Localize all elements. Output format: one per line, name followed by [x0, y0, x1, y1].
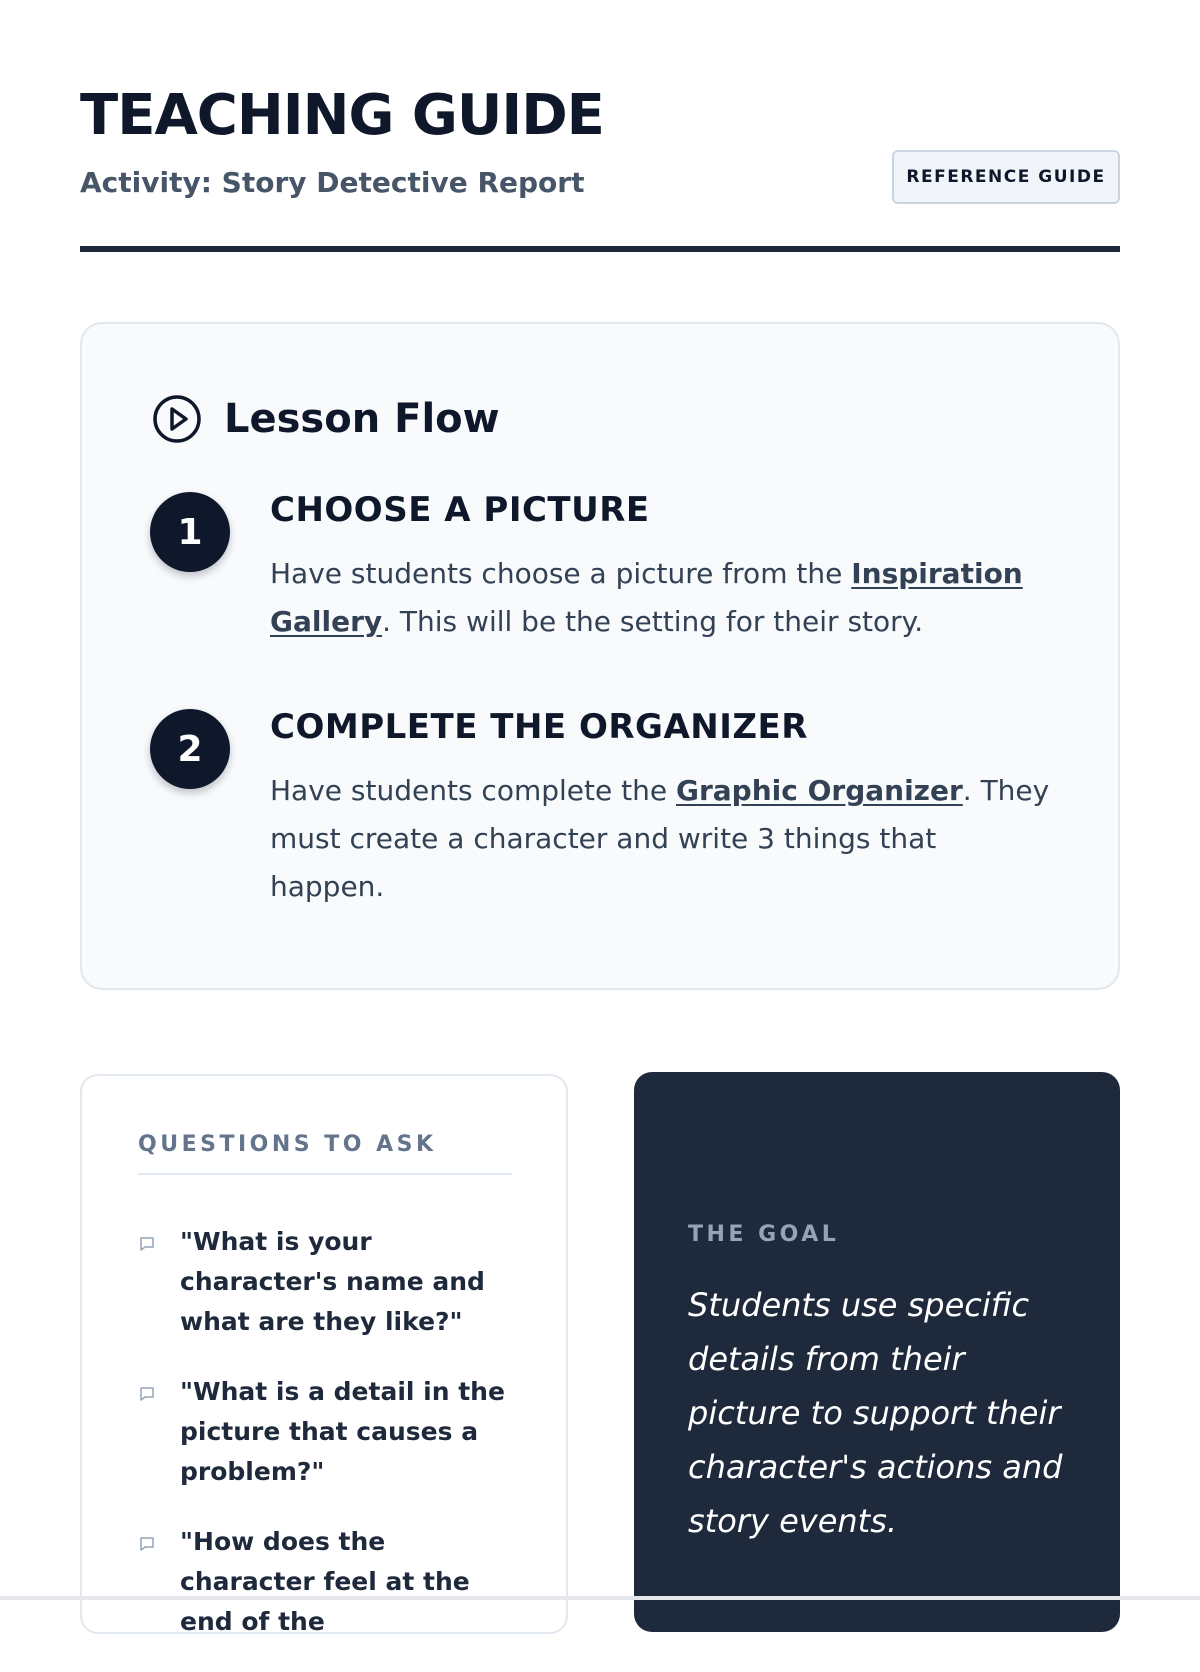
- lesson-flow-title: Lesson Flow: [224, 396, 500, 442]
- speech-bubble-icon: [138, 1385, 156, 1403]
- step-text-before: Have students choose a picture from the: [270, 557, 852, 590]
- step-text-after: . They must create a character and write 3 things that happen.: [270, 774, 1050, 903]
- questions-list: [138, 1222, 528, 1672]
- step-title: COMPLETE THE ORGANIZER: [270, 707, 808, 747]
- page-title: TEACHING GUIDE: [80, 83, 604, 148]
- step-text-after: . This will be the setting for their story.: [382, 605, 924, 638]
- play-circle-icon: [152, 394, 202, 444]
- question-item: [138, 1372, 528, 1492]
- question-text: "How does the character feel at the end of the: [180, 1527, 470, 1636]
- goal-label: THE GOAL: [688, 1222, 840, 1247]
- step-title: CHOOSE A PICTURE: [270, 490, 650, 530]
- speech-bubble-icon: [138, 1535, 156, 1553]
- question-text: "What is your character's name and what are they like?": [180, 1227, 485, 1336]
- question-item: [138, 1522, 528, 1642]
- inspiration-gallery-link[interactable]: Inspiration Gallery: [270, 557, 1023, 638]
- question-item: [138, 1222, 528, 1342]
- header-divider: [80, 246, 1120, 252]
- teaching-guide-page: [80, 0, 1120, 1636]
- reference-guide-button[interactable]: REFERENCE GUIDE: [892, 150, 1120, 204]
- scroll-edge-divider: [0, 1596, 1200, 1600]
- step-number-badge: 1: [150, 492, 230, 572]
- step-description: [270, 767, 1050, 911]
- graphic-organizer-link[interactable]: Graphic Organizer: [675, 774, 963, 807]
- step-number-badge: 2: [150, 709, 230, 789]
- question-text: "What is a detail in the picture that causes a problem?": [180, 1377, 505, 1486]
- questions-label: QUESTIONS TO ASK: [138, 1132, 512, 1175]
- activity-subtitle: Activity: Story Detective Report: [80, 166, 585, 199]
- lesson-flow-header: [152, 394, 500, 444]
- lesson-flow-card: [80, 322, 1120, 990]
- questions-card: [80, 1074, 568, 1634]
- step-description: [270, 550, 1050, 646]
- speech-bubble-icon: [138, 1235, 156, 1253]
- goal-card: [634, 1072, 1120, 1632]
- goal-text: Students use specific details from their picture to support their character's actions and story events.: [688, 1286, 1063, 1540]
- step-text-before: Have students complete the: [270, 774, 676, 807]
